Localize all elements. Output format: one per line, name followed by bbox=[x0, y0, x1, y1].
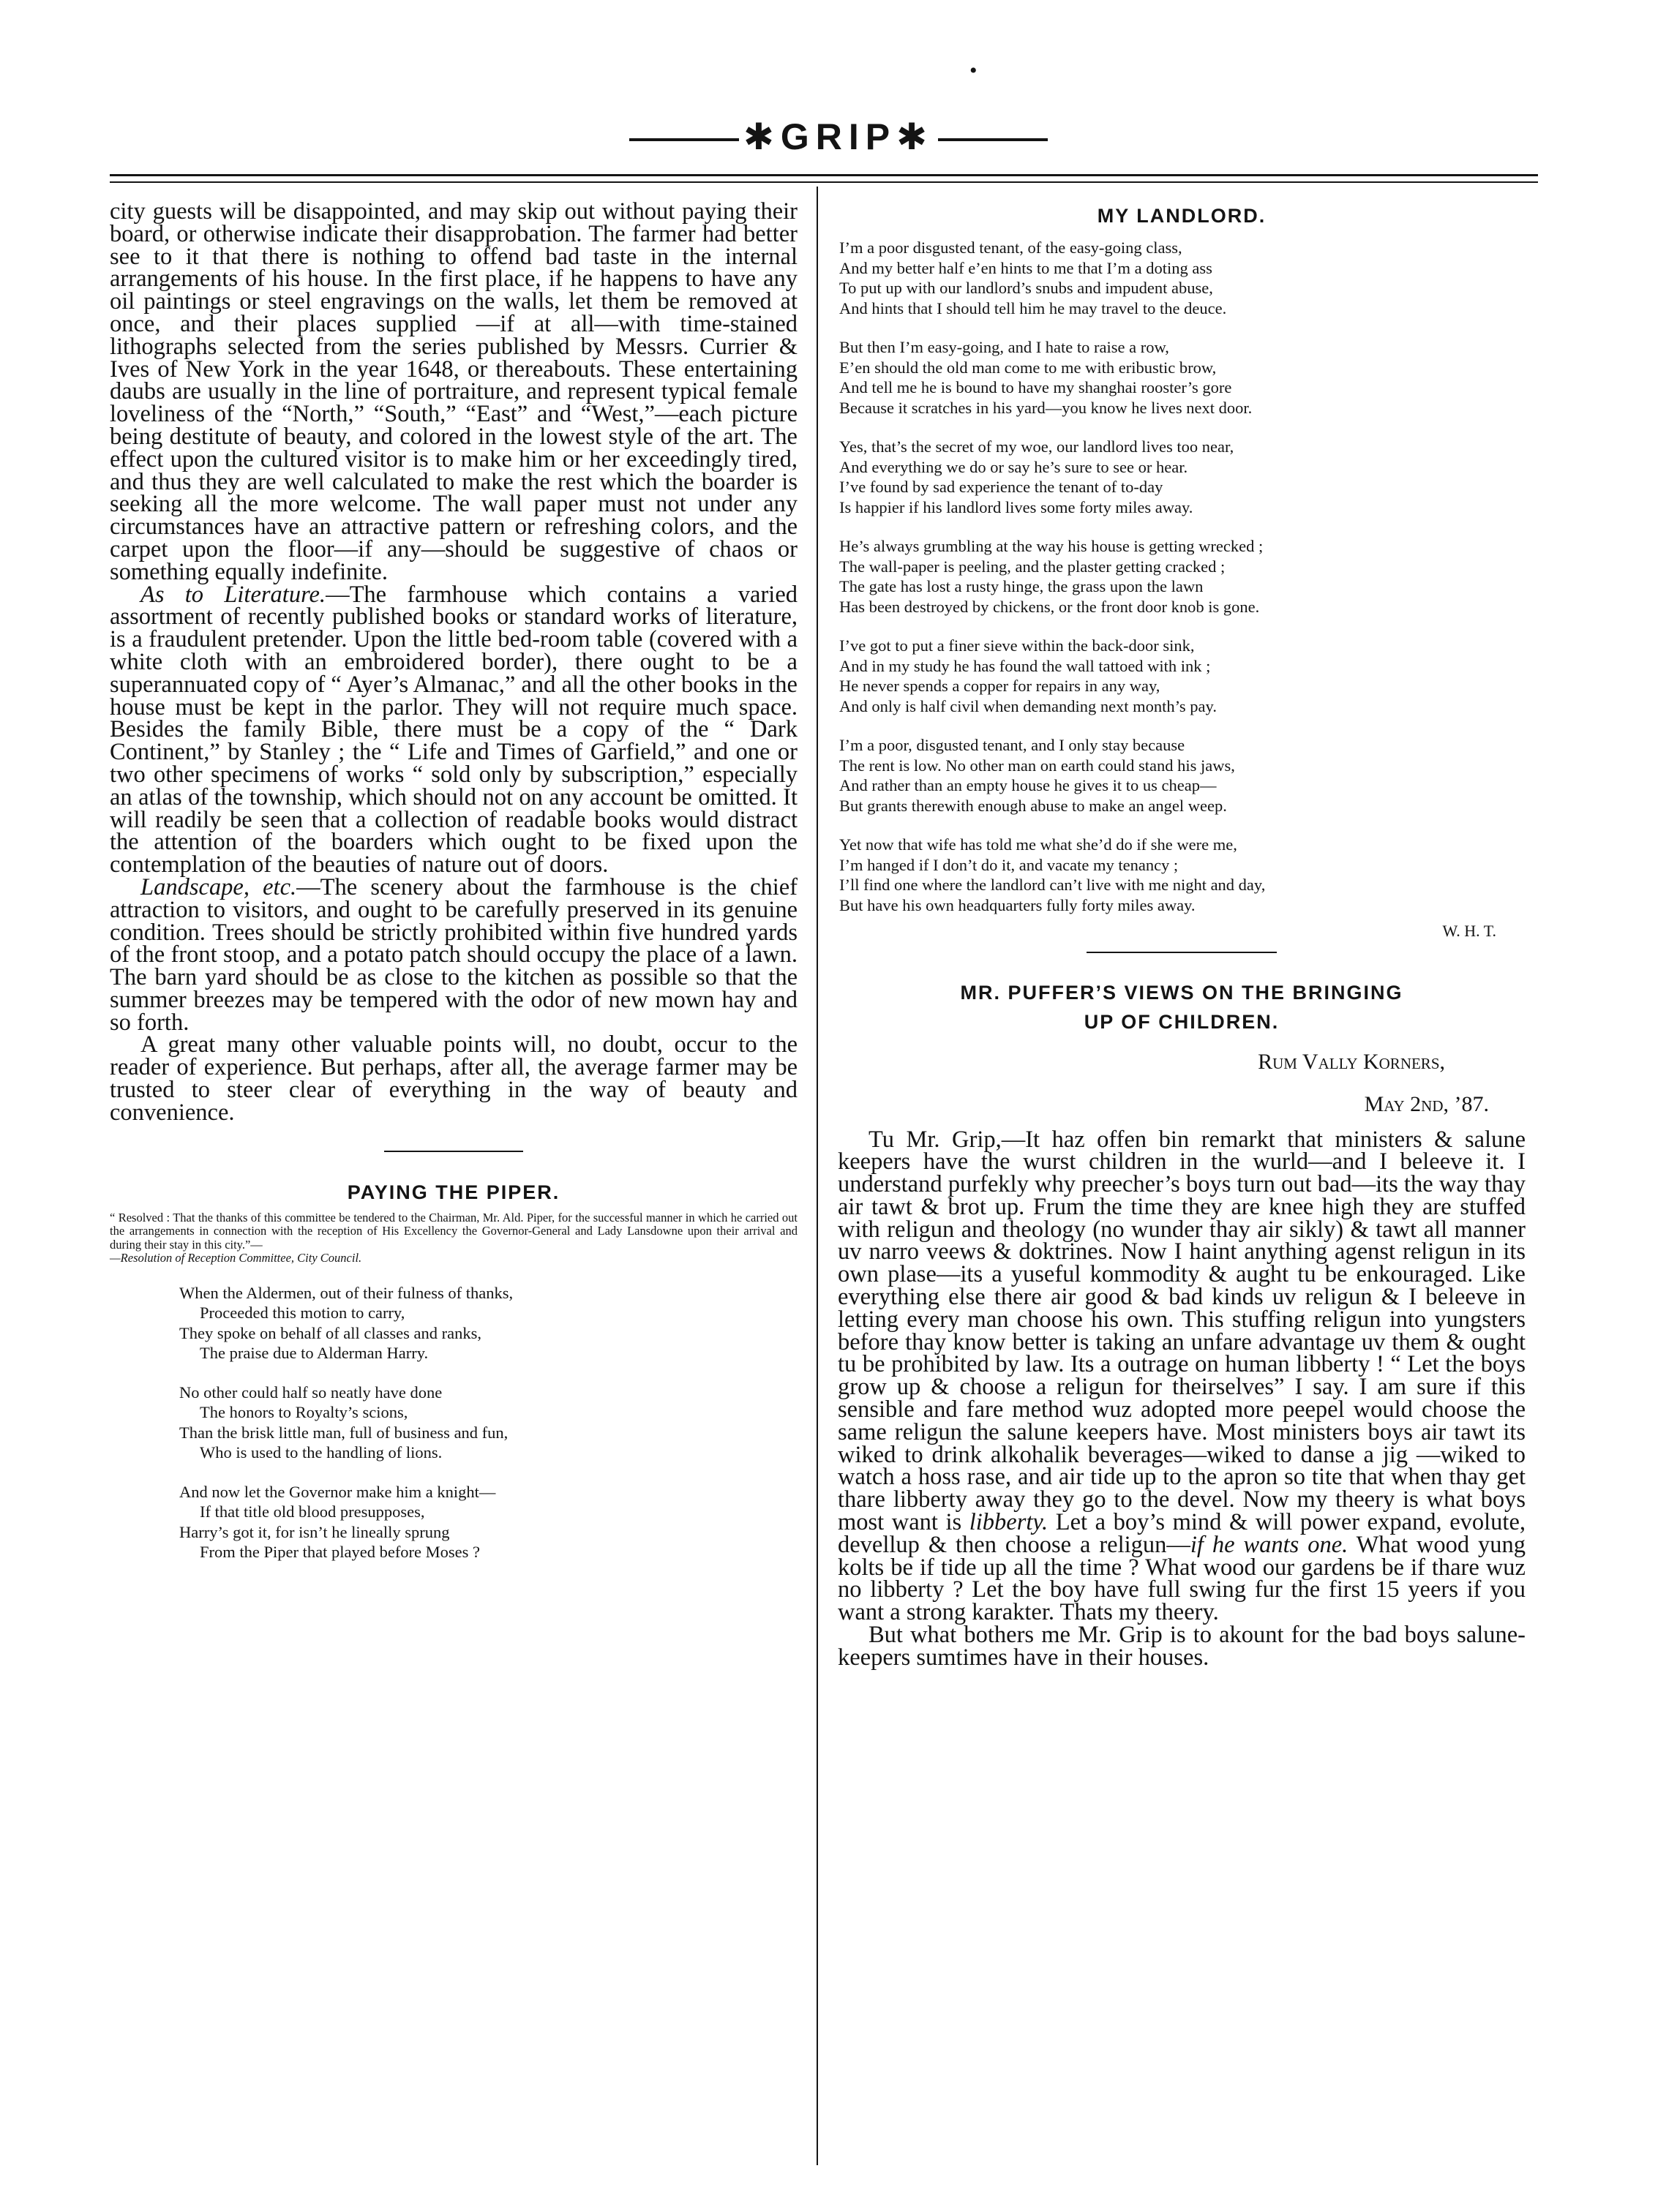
letter-paragraph: But what bothers me Mr. Grip is to akount for the bad boys salune-keepers sumtimes have in their houses. bbox=[838, 1622, 1526, 1671]
verse-line: Proceeded this motion to carry, bbox=[200, 1304, 405, 1323]
verse-line: No other could half so neatly have done bbox=[179, 1382, 443, 1402]
landlord-stanza bbox=[839, 437, 1526, 517]
landlord-title: MY LANDLORD. bbox=[1097, 205, 1267, 227]
verse-line: Has been destroyed by chickens, or the front door knob is gone. bbox=[839, 597, 1260, 616]
verse-line: He’s always grumbling at the way his house is getting wrecked ; bbox=[839, 537, 1264, 555]
landscape-paragraph bbox=[110, 873, 798, 1036]
verse-line: But grants therewith enough abuse to make an angel weep. bbox=[839, 796, 1227, 815]
puffer-title bbox=[838, 978, 1526, 1037]
emphasis-text: libberty. bbox=[969, 1509, 1048, 1536]
verse-line: E’en should the old man come to me with eribustic brow, bbox=[839, 358, 1217, 377]
header-rule-thick bbox=[110, 174, 1538, 176]
verse-line: I’m a poor, disgusted tenant, and I only stay because bbox=[839, 736, 1185, 754]
ink-speck: • bbox=[969, 59, 978, 83]
star-ornament-left: ✱ bbox=[743, 116, 781, 157]
verse-line: And hints that I should tell him he may travel to the deuce. bbox=[839, 298, 1227, 317]
landscape-subhead: Landscape, etc. bbox=[140, 873, 297, 900]
puffer-title-line: MR. PUFFER’S VIEWS ON THE BRINGING bbox=[960, 981, 1403, 1004]
closing-paragraph: A great many other valuable points will, no doubt, occur to the reader of experience. But perhaps, after all, the average farmer may be trusted to steer clear of everything in the way of beauty and convenience. bbox=[110, 1031, 798, 1126]
verse-line: Than the brisk little man, full of business and fun, bbox=[179, 1423, 509, 1442]
landlord-stanza bbox=[839, 536, 1526, 617]
section-divider bbox=[384, 1151, 523, 1152]
masthead bbox=[0, 116, 1677, 158]
verse-line: Yes, that’s the secret of my woe, our landlord lives too near, bbox=[839, 437, 1234, 456]
star-ornament-right: ✱ bbox=[896, 116, 934, 157]
verse-line: They spoke on behalf of all classes and ranks, bbox=[179, 1323, 481, 1342]
verse-line: And everything we do or say he’s sure to see or hear. bbox=[839, 457, 1188, 476]
verse-line: From the Piper that played before Moses ? bbox=[200, 1543, 481, 1562]
landlord-stanza bbox=[839, 337, 1526, 418]
literature-subhead: As to Literature. bbox=[140, 581, 326, 608]
landscape-text: —The scenery about the farmhouse is the chief attraction to visitors, and ought to be carefully preserved in its genuine condition. Trees should be strictly prohibited within five hundred yards of the front stoop, and a potato patch should occupy the place of a lawn. The barn yard should be as close to the kitchen as possible so that the summer breezes may be tempered with the odor of new mown hay and so forth. bbox=[110, 873, 798, 1036]
verse-line: And rather than an empty house he gives it to us cheap— bbox=[839, 776, 1217, 794]
letter-place: Rum Vally Korners, bbox=[1258, 1049, 1445, 1074]
letter-paragraph bbox=[838, 1126, 1526, 1626]
landlord-stanza bbox=[839, 835, 1526, 915]
verse-line: I’m hanged if I don’t do it, and vacate my tenancy ; bbox=[839, 855, 1179, 874]
poem-signature: W. H. T. bbox=[1442, 922, 1496, 940]
verse-line: To put up with our landlord’s snubs and impudent abuse, bbox=[839, 279, 1213, 297]
letter-text: Tu Mr. Grip,—It haz offen bin remarkt that ministers & salune keepers have the wurst children in the wurld—and I beleeve it. I understand purfekly why preecher’s boys turn out bad—its the way thay air tawt & brot up. Frum the time they are knee high they are stuffed with religun and theology (no wunder thay air sikly) & tawt all manner uv narro veews & doktrines. Now I haint anything agenst religun in its own plase—its a yuseful kommodity & aught tu be enkouraged. Like everything else there air good & bad kinds uv religun & I beleeve in letting every man choose his own. This stuffing religun into yungsters before thay know better is taking an unfare advantage uv them & ought tu be prohibited by law. Its a outrage on human libberty ! “ Let the boys grow up & choose a religun for theirselves” I say. I am sure if this sensible and fare method wuz adopted more peepel would choose the same religun the salune keepers have. Most ministers boys air tawt its wiked to drink alkohalik beverages—wiked to danse a jig —wiked to watch a hoss rase, and air tide up to the apron so tite that when thay get thare libberty away they go to the devel. Now my theery is what boys most want is bbox=[838, 1126, 1526, 1536]
letter-date: May 2nd, ’87. bbox=[1364, 1091, 1489, 1116]
verse-line: I’ve got to put a finer sieve within the back-door sink, bbox=[839, 636, 1195, 655]
piper-title: PAYING THE PIPER. bbox=[347, 1181, 560, 1203]
landlord-stanza bbox=[839, 636, 1526, 716]
landlord-poem bbox=[839, 238, 1526, 941]
masthead-title: GRIP bbox=[780, 116, 897, 157]
masthead-rule-right bbox=[938, 138, 1048, 141]
verse-line: The rent is low. No other man on earth could stand his jaws, bbox=[839, 756, 1235, 775]
verse-line: Yet now that wife has told me what she’d do if she were me, bbox=[839, 835, 1237, 854]
verse-line: Harry’s got it, for isn’t he lineally sprung bbox=[179, 1522, 450, 1541]
piper-epigraph-text: “ Resolved : That the thanks of this committee be tendered to the Chairman, Mr. Ald. Piper, for the successful manner in which he carried out the arrangements in connection with the reception of His Excellency the Governor-General and Lady Lansdowne upon their arrival and during their stay in this city.”— bbox=[110, 1210, 798, 1252]
piper-stanza bbox=[179, 1283, 798, 1363]
verse-line: The gate has lost a rusty hinge, the grass upon the lawn bbox=[839, 577, 1204, 595]
literature-text: —The farmhouse which contains a varied assortment of recently published books or standard works of literature, is a fraudulent pretender. Upon the little bed-room table (covered with a white cloth with an embroidered border), there ought to be a superannuated copy of “ Ayer’s Almanac,” and all the other books in the house must be kept in the parlor. They will not require much space. Besides the family Bible, there must be a copy of the “ Dark Continent,” by Stanley ; the “ Life and Times of Garfield,” and one or two other specimens of works “ sold only by subscription,” especially an atlas of the township, which should not on any account be omitted. It will readily be seen that a collection of readable books would distract the attention of the boarders which ought to be fixed upon the contemplation of the beauties of nature out of doors. bbox=[110, 581, 798, 879]
verse-line: The praise due to Alderman Harry. bbox=[200, 1344, 429, 1363]
emphasis-text: if he wants one. bbox=[1190, 1531, 1348, 1558]
verse-line: But have his own headquarters fully forty miles away. bbox=[839, 895, 1196, 914]
letter-text: Let a boy’s mind & will power expand, evolute, devellup & then choose a religun— bbox=[838, 1509, 1526, 1558]
verse-line: And in my study he has found the wall tattoed with ink ; bbox=[839, 656, 1211, 675]
article-paragraph: city guests will be disappointed, and may skip out without paying their board, or otherwise indicate their disapprobation. The farmer had better see to it that there is nothing to offend bad taste in the internal arrangements of his house. In the first place, if he happens to have any oil paintings or steel engravings on the walls, let them be removed at once, and their places supplied —if at all—with time-stained lithographs selected from the series published by Messrs. Currier & Ives of New York in the year 1648, or thereabouts. These entertaining daubs are usually in the line of portraiture, and represent typical female loveliness of the “North,” “South,” “East” and “West,”—each picture being destitute of beauty, and colored in the lowest style of the art. The effect upon the cultured visitor is to make him or her exceedingly tired, and thus they are well calculated to make the rest which the boarder is seeking all the more welcome. The wall paper must not under any circumstances have an attractive pattern or refreshing colors, and the carpet upon the floor—if any—should be suggestive of chaos or something equally indefinite. bbox=[110, 198, 798, 585]
verse-line: Is happier if his landlord lives some forty miles away. bbox=[839, 497, 1193, 516]
puffer-letter bbox=[838, 1126, 1526, 1671]
puffer-title-line: UP OF CHILDREN. bbox=[1084, 1010, 1280, 1033]
verse-line: Who is used to the handling of lions. bbox=[200, 1443, 443, 1462]
verse-line: I’ll find one where the landlord can’t live with me night and day, bbox=[839, 876, 1266, 894]
piper-epigraph bbox=[110, 1211, 798, 1265]
masthead-rule-left bbox=[629, 138, 739, 141]
verse-line: And only is half civil when demanding next month’s pay. bbox=[839, 696, 1217, 715]
landlord-stanza bbox=[839, 735, 1526, 816]
verse-line: The honors to Royalty’s scions, bbox=[200, 1403, 408, 1422]
verse-line: And now let the Governor make him a knight— bbox=[179, 1482, 496, 1501]
verse-line: The wall-paper is peeling, and the plaster getting cracked ; bbox=[839, 557, 1226, 576]
verse-line: If that title old blood presupposes, bbox=[200, 1502, 425, 1521]
verse-line: I’m a poor disgusted tenant, of the easy-going class, bbox=[839, 238, 1182, 257]
right-column bbox=[838, 200, 1526, 1669]
literature-paragraph bbox=[110, 581, 798, 879]
piper-epigraph-source: —Resolution of Reception Committee, City Council. bbox=[110, 1251, 362, 1265]
verse-line: He never spends a copper for repairs in any way, bbox=[839, 677, 1160, 695]
header-rule-thin bbox=[110, 181, 1538, 183]
verse-line: I’ve found by sad experience the tenant of to-day bbox=[839, 478, 1163, 496]
verse-line: Because it scratches in his yard—you know he lives next door. bbox=[839, 398, 1253, 417]
verse-line: And my better half e’en hints to me that I’m a doting ass bbox=[839, 258, 1212, 277]
piper-poem bbox=[179, 1283, 798, 1562]
piper-stanza bbox=[179, 1482, 798, 1562]
verse-line: When the Aldermen, out of their fulness of thanks, bbox=[179, 1283, 514, 1302]
piper-stanza bbox=[179, 1382, 798, 1463]
left-column bbox=[110, 200, 798, 1581]
farmhouse-article bbox=[110, 200, 798, 1124]
verse-line: And tell me he is bound to have my shanghai rooster’s gore bbox=[839, 378, 1232, 396]
verse-line: But then I’m easy-going, and I hate to raise a row, bbox=[839, 338, 1169, 356]
landlord-stanza bbox=[839, 238, 1526, 318]
letter-text: What wood yung kolts be if tide up all the time ? What wood our gardens be if thare wuz no libberty ? Let the boy have full swing fur the first 15 yeers if you want a strong karakter. Thats my theery. bbox=[838, 1531, 1526, 1626]
section-divider bbox=[1087, 952, 1277, 953]
column-divider bbox=[817, 187, 818, 2165]
